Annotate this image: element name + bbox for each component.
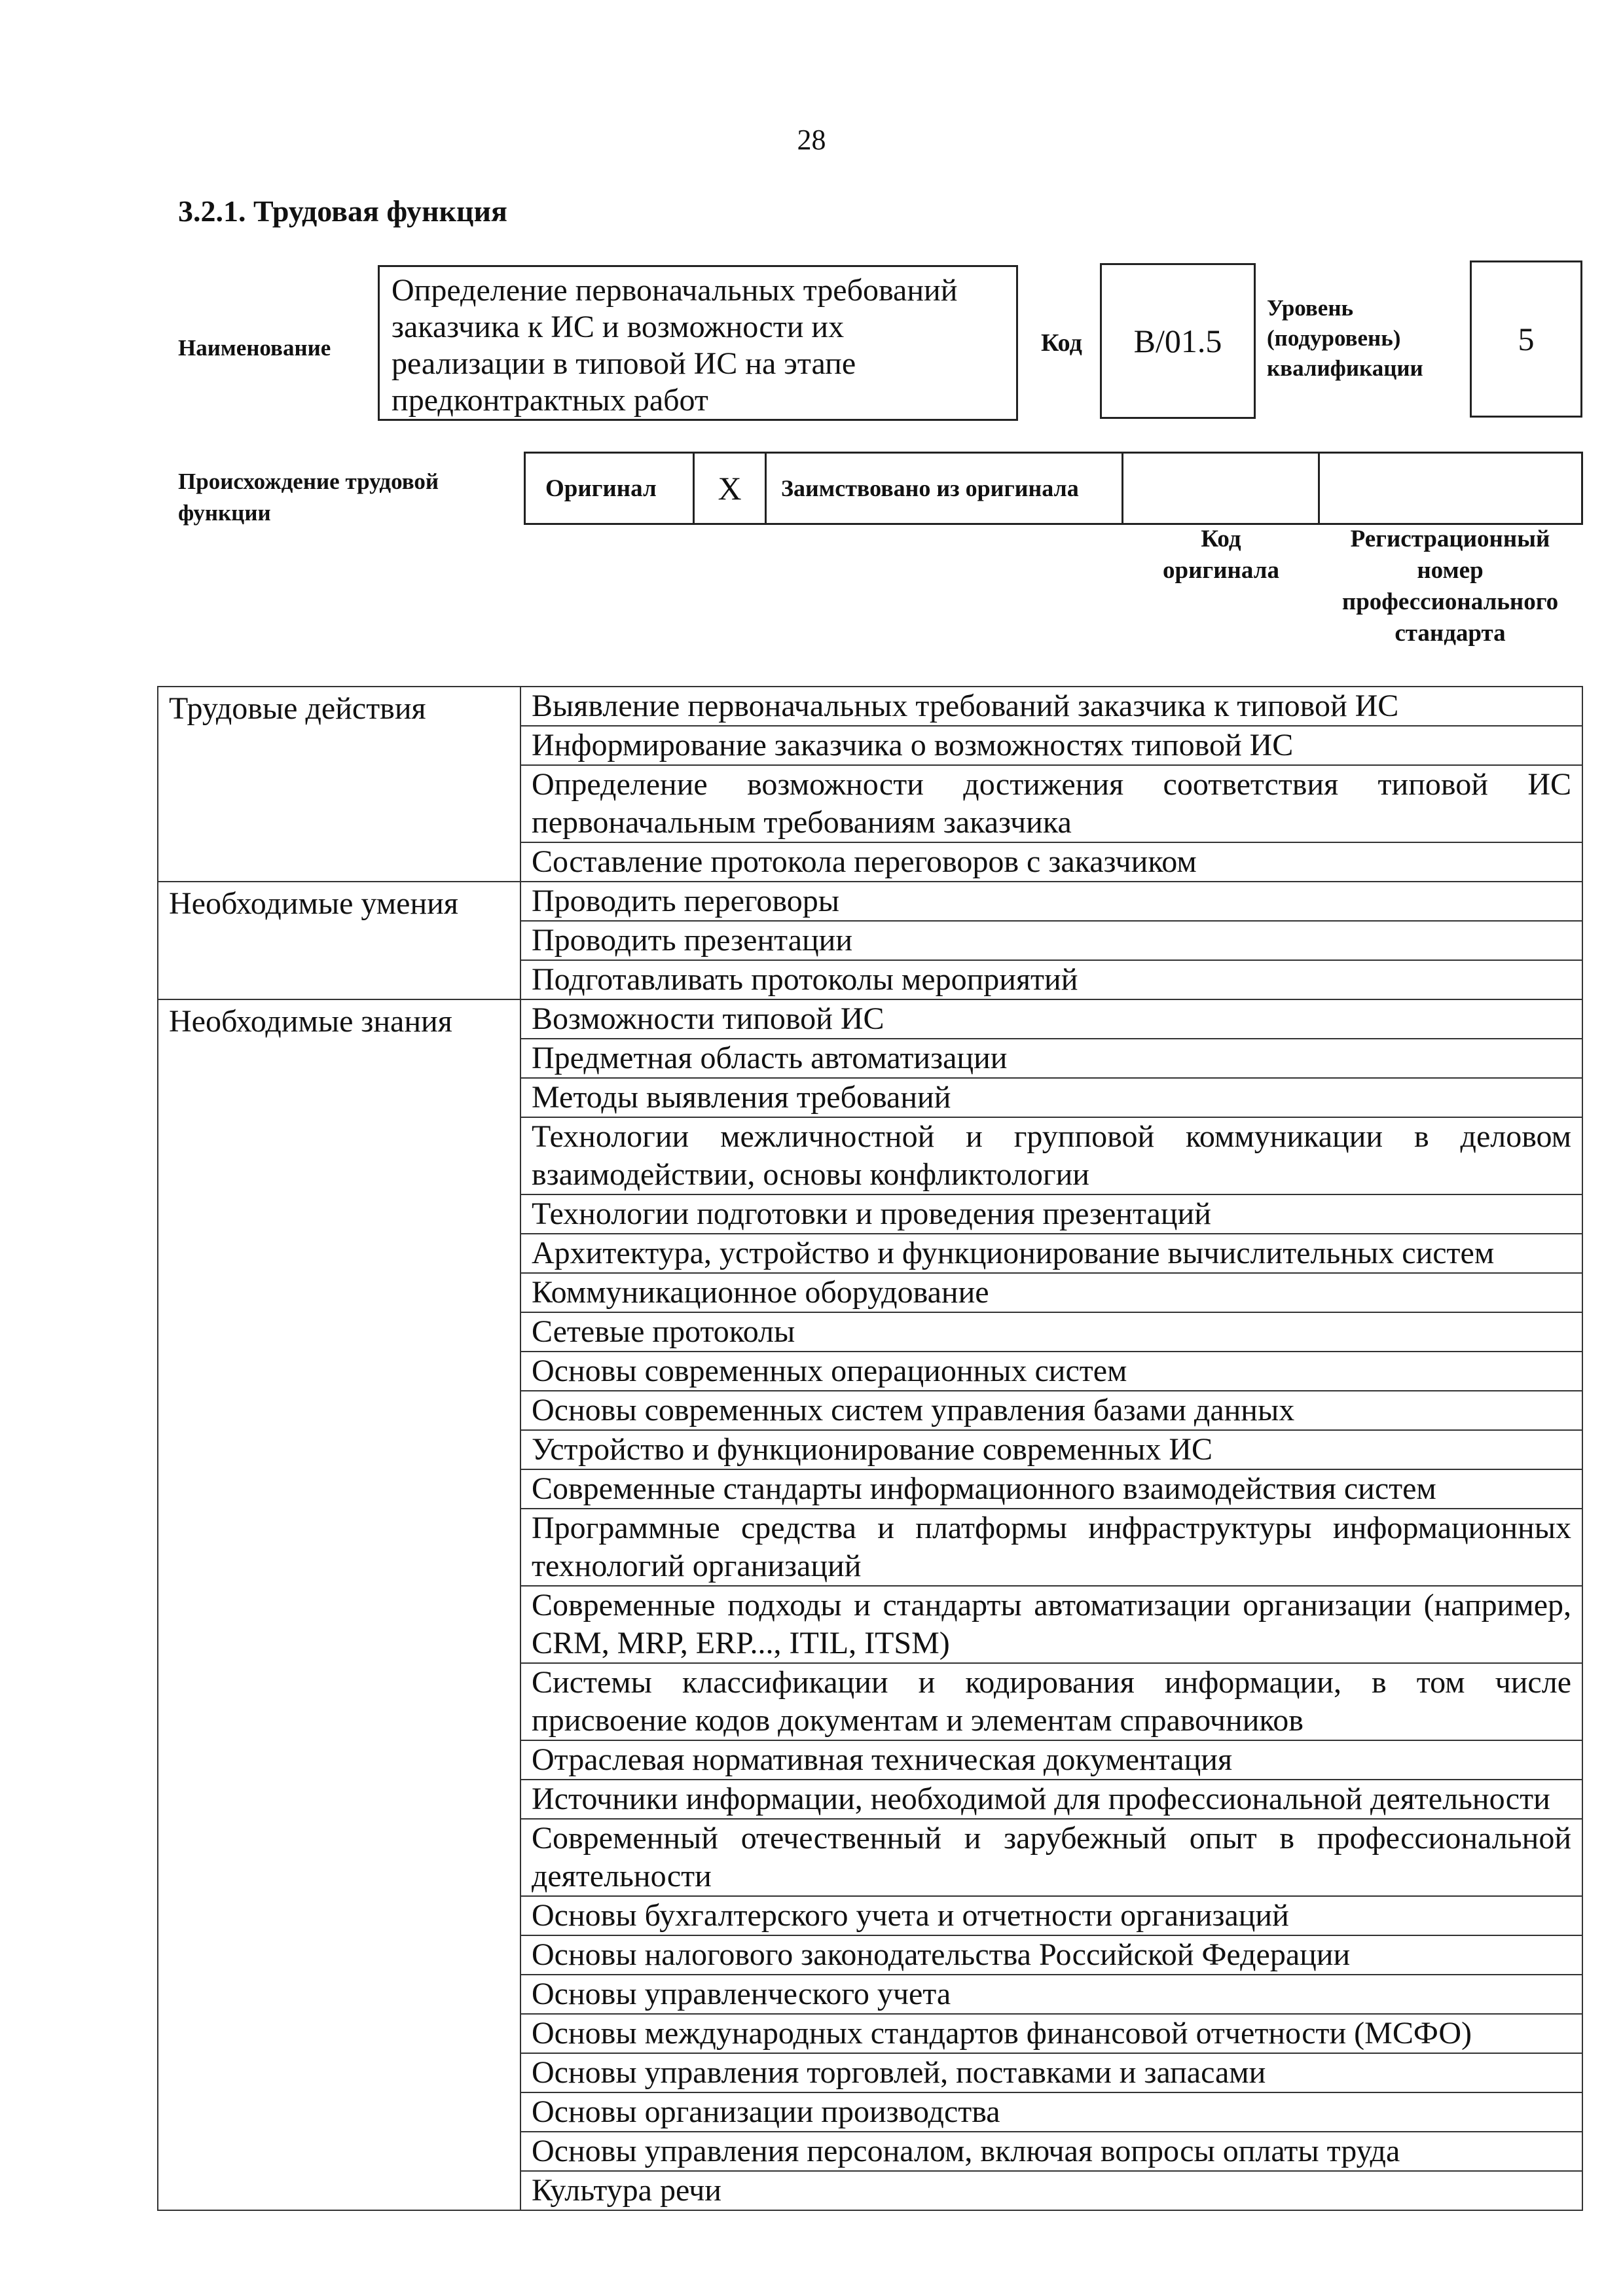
item-cell: Выявление первоначальных требований заказчика к типовой ИС [520,687,1582,726]
origin-label-text: Происхождение трудовой функции [178,469,439,526]
reg-number-caption [1316,524,1584,649]
code-label: Код [1041,329,1082,357]
item-cell: Проводить презентации [520,921,1582,960]
item-cell: Технологии межличностной и групповой коммуникации в деловом взаимодействии, основы конфликтологии [520,1117,1582,1194]
item-cell: Основы управленческого учета [520,1975,1582,2014]
item-cell: Системы классификации и кодирования информации, в том числе присвоение кодов документам и элементам справочников [520,1663,1582,1740]
table-row [158,687,1582,726]
item-cell: Определение возможности достижения соответствия типовой ИС первоначальным требованиям заказчика [520,765,1582,842]
item-cell: Современные подходы и стандарты автоматизации организации (например, CRM, MRP, ERP..., ITIL, ITSM) [520,1586,1582,1663]
item-cell: Основы налогового законодательства Российской Федерации [520,1935,1582,1975]
level-label-text: Уровень (подуровень) квалификации [1267,295,1423,381]
function-code-value: B/01.5 [1100,263,1256,419]
reg-number-caption-text: Регистрационный номер профессионального стандарта [1341,526,1559,647]
item-cell: Архитектура, устройство и функционирование вычислительных систем [520,1234,1582,1273]
section-title: 3.2.1. Трудовая функция [178,194,507,228]
item-cell: Отраслевая нормативная техническая документация [520,1740,1582,1780]
item-cell: Методы выявления требований [520,1078,1582,1117]
origin-label [178,466,519,529]
function-name-value: Определение первоначальных требований заказчика к ИС и возможности их реализации в типовой ИС на этапе предконтрактных работ [378,265,1018,421]
table-row [158,882,1582,921]
item-cell: Устройство и функционирование современных ИС [520,1430,1582,1469]
item-cell: Предметная область автоматизации [520,1039,1582,1078]
category-cell: Необходимые знания [158,999,520,2210]
borrowed-label: Заимствовано из оригинала [767,454,1123,523]
category-cell: Трудовые действия [158,687,520,882]
item-cell: Современный отечественный и зарубежный опыт в профессиональной деятельности [520,1819,1582,1896]
item-cell: Коммуникационное оборудование [520,1273,1582,1312]
code-original-caption-text: Код оригинала [1163,526,1279,584]
item-cell: Технологии подготовки и проведения презентаций [520,1194,1582,1234]
level-label [1267,293,1444,384]
name-label: Наименование [178,335,331,361]
item-cell: Основы международных стандартов финансовой отчетности (МСФО) [520,2014,1582,2053]
table-row [158,999,1582,1039]
item-cell: Основы бухгалтерского учета и отчетности организаций [520,1896,1582,1935]
item-cell: Проводить переговоры [520,882,1582,921]
item-cell: Составление протокола переговоров с заказчиком [520,842,1582,882]
original-code-cell [1123,454,1320,523]
level-value: 5 [1470,260,1582,418]
origin-row [524,452,1583,525]
labor-functions-table [157,686,1583,2211]
item-cell: Информирование заказчика о возможностях типовой ИС [520,726,1582,765]
item-cell: Подготавливать протоколы мероприятий [520,960,1582,999]
reg-number-cell [1320,454,1581,523]
labor-functions-table-body [158,687,1582,2210]
original-label: Оригинал [526,454,695,523]
page-number: 28 [797,124,826,156]
item-cell: Основы управления персоналом, включая вопросы оплаты труда [520,2132,1582,2171]
item-cell: Источники информации, необходимой для профессиональной деятельности [520,1780,1582,1819]
item-cell: Современные стандарты информационного взаимодействия систем [520,1469,1582,1509]
category-cell: Необходимые умения [158,882,520,999]
item-cell: Возможности типовой ИС [520,999,1582,1039]
item-cell: Основы современных систем управления базами данных [520,1391,1582,1430]
item-cell: Программные средства и платформы инфраструктуры информационных технологий организаций [520,1509,1582,1586]
item-cell: Основы современных операционных систем [520,1352,1582,1391]
item-cell: Основы организации производства [520,2092,1582,2132]
code-original-caption [1123,524,1319,586]
item-cell: Основы управления торговлей, поставками и запасами [520,2053,1582,2092]
original-mark: X [695,454,767,523]
item-cell: Сетевые протоколы [520,1312,1582,1352]
item-cell: Культура речи [520,2171,1582,2210]
